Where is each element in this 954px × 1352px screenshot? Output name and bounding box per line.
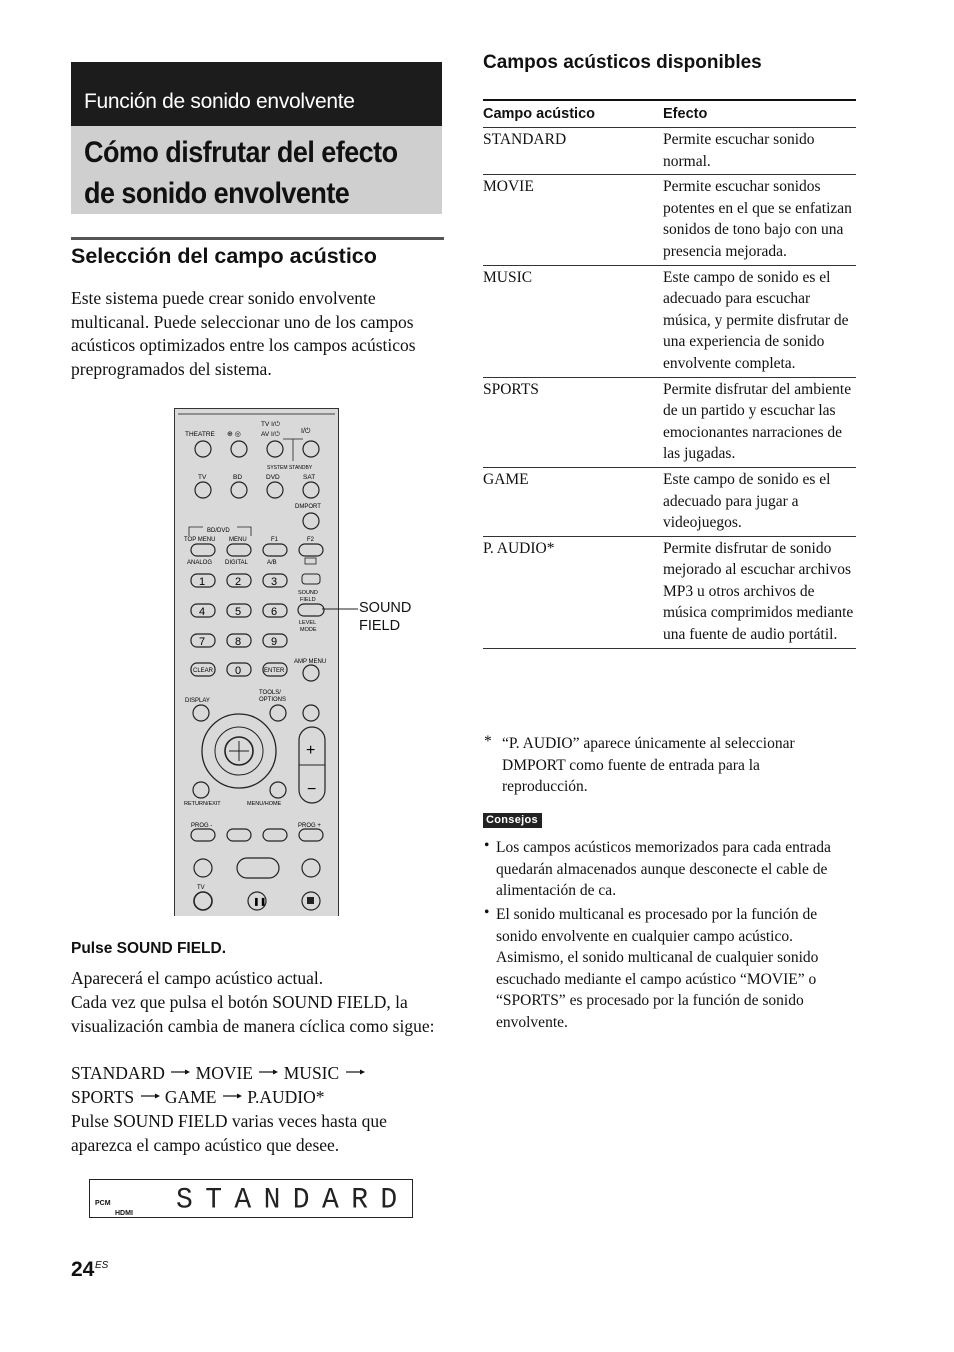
- field-effect: Permite disfrutar de sonido mejorado al escuchar archivos MP3 u otros archivos de música comprimidos mediante una fuente de audio portátil.: [663, 539, 854, 644]
- prog-minus-label: PROG -: [191, 823, 213, 829]
- field-name: STANDARD: [483, 131, 567, 148]
- play-button[interactable]: [237, 858, 279, 878]
- sat-input-button[interactable]: [303, 482, 319, 498]
- dvd-label: DVD: [266, 474, 280, 481]
- power-label: I/⏻: [301, 428, 311, 435]
- bd-dvd-label: BD/DVD: [207, 528, 230, 534]
- digital-label: DIGITAL: [225, 560, 248, 566]
- sequence-item: MUSIC: [283, 1063, 340, 1083]
- menu-label: MENU: [229, 537, 247, 543]
- level-label: LEVEL: [299, 620, 317, 626]
- tv-bottom-label: TV: [197, 885, 205, 891]
- top-menu-label: TOP MENU: [184, 537, 216, 543]
- sequence-row-1: [71, 1062, 366, 1086]
- digit-label: 4: [199, 606, 206, 618]
- field-effect: Permite escuchar sonido normal.: [663, 131, 815, 170]
- arrow-icon: [169, 1069, 191, 1075]
- tools-label: TOOLS/: [259, 690, 281, 696]
- power-button[interactable]: [303, 441, 319, 457]
- f2-label: F2: [307, 537, 315, 543]
- table-row: [483, 128, 856, 175]
- rewind-button[interactable]: [194, 859, 212, 877]
- mode-label: MODE: [300, 627, 317, 633]
- digit-label: 1: [199, 576, 206, 588]
- tip-item: El sonido multicanal es procesado por la función de sonido envolvente en cualquier campo acústico. Asimismo, el sonido multicanal de cualquier sonido escuchado mediante el campo acústico “MOVIE” o “SPORTS” es procesado por la función de sonido envolvente.: [496, 906, 819, 1031]
- selection-heading: Selección del campo acústico: [71, 244, 377, 268]
- tv-input-button[interactable]: [195, 482, 211, 498]
- sound-field-callout: SOUND FIELD: [359, 600, 412, 634]
- arrow-icon: [139, 1093, 161, 1099]
- step-forward-button[interactable]: [263, 829, 287, 841]
- footnote-text: “P. AUDIO” aparece únicamente al seleccionar DMPORT como fuente de entrada para la reproducción.: [502, 735, 795, 796]
- instruction-line1: Aparecerá el campo acústico actual.: [71, 968, 324, 988]
- digit-label: 3: [271, 576, 278, 588]
- muting-button[interactable]: [303, 705, 319, 721]
- arrow-icon: [257, 1069, 279, 1075]
- bd-input-button[interactable]: [231, 482, 247, 498]
- arrow-icon: [344, 1069, 366, 1075]
- theatre-button[interactable]: [195, 441, 211, 457]
- instruction-line3: Pulse SOUND FIELD varias veces hasta que aparezca el campo acústico que desee.: [71, 1111, 387, 1155]
- column-header: Efecto: [663, 106, 708, 122]
- tv-power-label: TV I/⏻: [261, 421, 280, 428]
- f1-button[interactable]: [263, 544, 287, 556]
- bullet-icon: •: [484, 837, 490, 854]
- prog-plus-label: PROG +: [298, 823, 321, 829]
- hdmi-indicator: HDMI: [115, 1210, 133, 1217]
- table-row: [483, 266, 856, 378]
- field-effect: Permite escuchar sonidos potentes en el que se enfatizan sonidos de tono bajo con una presencia mejorada.: [663, 178, 852, 260]
- sat-label: SAT: [303, 474, 316, 481]
- pcm-indicator: PCM: [95, 1200, 111, 1207]
- field-effect: Este campo de sonido es el adecuado para jugar a videojuegos.: [663, 470, 831, 532]
- input-button[interactable]: [231, 441, 247, 457]
- menu-button[interactable]: [227, 544, 251, 556]
- intro-paragraph: Este sistema puede crear sonido envolvente multicanal. Puede seleccionar uno de los campos acústicos optimizados entre los campos acústicos preprogramados del sistema.: [71, 288, 416, 379]
- sequence-row-2: [71, 1086, 325, 1110]
- digit-label: 9: [271, 636, 278, 648]
- amp-menu-button[interactable]: [303, 665, 319, 681]
- instruction-line2: Cada vez que pulsa el botón SOUND FIELD, la visualización cambia de manera cíclica como sigue:: [71, 992, 435, 1036]
- field-name: P. AUDIO*: [483, 539, 555, 557]
- step-instruction: Pulse SOUND FIELD.: [71, 940, 227, 957]
- svg-text:+: +: [306, 742, 316, 759]
- tv-label: TV: [198, 474, 207, 481]
- field-name: GAME: [483, 470, 529, 488]
- sequence-item: SPORTS: [71, 1087, 135, 1107]
- digit-label: 2: [235, 576, 242, 588]
- page-language: ES: [95, 1260, 109, 1271]
- dmport-button[interactable]: [303, 513, 319, 529]
- ab-label: A/B: [267, 560, 277, 566]
- fast-forward-button[interactable]: [302, 859, 320, 877]
- digit-label: 8: [235, 636, 242, 648]
- table-row: [483, 175, 856, 265]
- menu-home-button[interactable]: [270, 782, 286, 798]
- av-power-button[interactable]: [267, 441, 283, 457]
- return-button[interactable]: [193, 782, 209, 798]
- front-panel-display: [89, 1179, 413, 1218]
- display-text: STANDARD: [176, 1184, 410, 1217]
- arrow-icon: [221, 1093, 243, 1099]
- f1-label: F1: [271, 537, 279, 543]
- options-label: OPTIONS: [259, 697, 287, 703]
- amp-menu-label: AMP MENU: [294, 659, 327, 665]
- sound-label: SOUND: [298, 590, 318, 596]
- svg-text:❚❚: ❚❚: [253, 897, 267, 906]
- next-button[interactable]: [299, 829, 323, 841]
- remote-control-illustration: [174, 408, 339, 916]
- display-button[interactable]: [193, 705, 209, 721]
- theatre-label: THEATRE: [185, 431, 215, 438]
- field-effect: Permite disfrutar del ambiente de un partido y escuchar las emocionantes narraciones de las jugadas.: [663, 380, 852, 463]
- prev-button[interactable]: [191, 829, 215, 841]
- sequence-item: STANDARD: [71, 1063, 165, 1083]
- heading-rule: [71, 237, 444, 240]
- step-back-button[interactable]: [227, 829, 251, 841]
- f2-button[interactable]: [299, 544, 323, 556]
- analog-label: ANALOG: [187, 560, 213, 566]
- top-menu-button[interactable]: [191, 544, 215, 556]
- number-pad: [191, 574, 287, 648]
- field-label: FIELD: [300, 597, 316, 603]
- sound-field-table: [483, 99, 856, 649]
- section-title: Función de sonido envolvente: [84, 90, 355, 113]
- digit-label: 6: [271, 606, 278, 618]
- sequence-item: GAME: [164, 1087, 217, 1107]
- field-name: MUSIC: [483, 268, 533, 286]
- bullet-icon: •: [484, 904, 490, 921]
- table-row: [483, 468, 856, 537]
- tip-item: Los campos acústicos memorizados para cada entrada quedarán almacenados aunque desconecte el cable de alimentación de ca.: [496, 839, 831, 900]
- clear-label: CLEAR: [193, 668, 214, 674]
- table-row: [483, 537, 856, 649]
- campos-heading: Campos acústicos disponibles: [483, 52, 762, 73]
- tools-button[interactable]: [270, 705, 286, 721]
- menu-home-label: MENU/HOME: [247, 801, 282, 807]
- tips-badge: Consejos: [483, 813, 542, 828]
- system-standby-label: SYSTEM STANDBY: [267, 465, 313, 471]
- page-title: Cómo disfrutar del efecto de sonido envolvente: [84, 136, 398, 210]
- field-name: MOVIE: [483, 178, 534, 196]
- tv-button[interactable]: [194, 892, 212, 910]
- table-header: [483, 101, 856, 128]
- av-power-label: AV I/⏻: [261, 431, 280, 438]
- dmport-label: DMPORT: [295, 504, 321, 510]
- page-number: 24: [71, 1258, 95, 1281]
- field-effect: Este campo de sonido es el adecuado para escuchar música, y permite disfrutar de una experiencia de sonido envolvente completa.: [663, 268, 849, 372]
- dvd-input-button[interactable]: [267, 482, 283, 498]
- svg-text:⊕ ◎: ⊕ ◎: [227, 431, 241, 438]
- guide-button[interactable]: [302, 574, 320, 584]
- table-row: [483, 378, 856, 468]
- return-exit-label: RETURN/EXIT: [184, 801, 221, 807]
- sequence-item: P.AUDIO*: [247, 1087, 325, 1107]
- display-label: DISPLAY: [185, 698, 210, 704]
- footnote-mark: *: [484, 733, 492, 750]
- field-name: SPORTS: [483, 380, 539, 398]
- sequence-item: MOVIE: [195, 1063, 253, 1083]
- digit-label: 5: [235, 606, 242, 618]
- digit-label: 7: [199, 636, 206, 648]
- svg-text:−: −: [307, 781, 317, 798]
- bd-label: BD: [233, 474, 243, 481]
- column-header: Campo acústico: [483, 106, 595, 122]
- enter-label: ENTER: [264, 668, 285, 674]
- digit-0-label: 0: [235, 665, 242, 677]
